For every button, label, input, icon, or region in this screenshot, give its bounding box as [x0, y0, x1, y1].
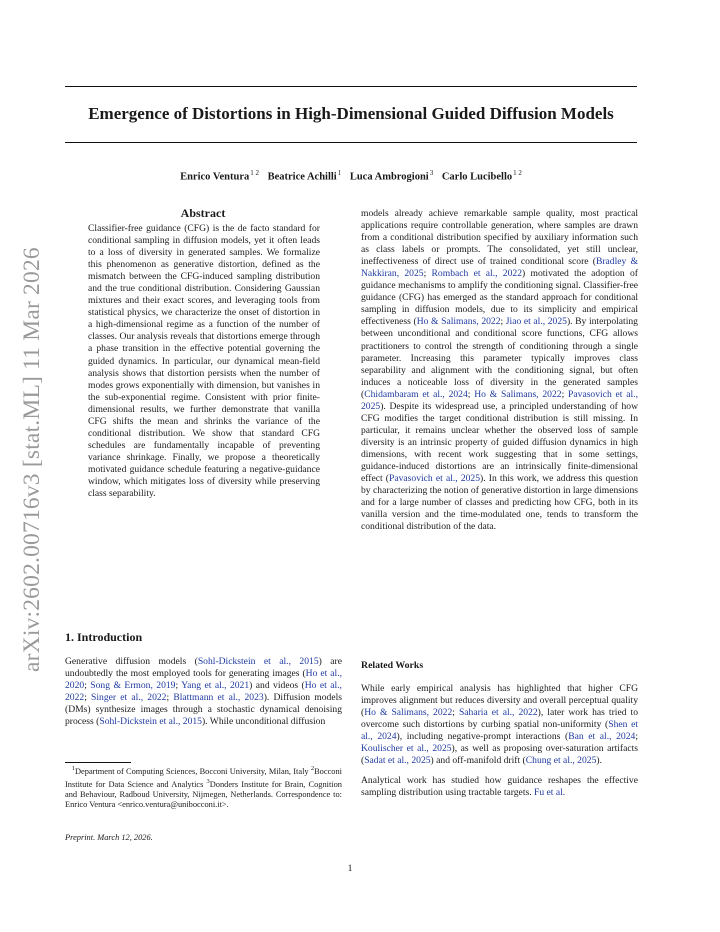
citation-link[interactable]: Ho & Salimans, 2022	[474, 388, 562, 400]
paper-title: Emergence of Distortions in High-Dimensional Guided Diffusion Models	[88, 104, 614, 123]
top-rule	[65, 86, 637, 87]
citation-link[interactable]: Ho et al., 2020	[65, 668, 342, 692]
citation-link[interactable]: Pavasovich et al., 2025	[361, 388, 638, 412]
intro-paragraph: Generative diffusion models (Sohl-Dickstein et al., 2015) are undoubtedly the most employed tools for generating images (Ho et al., 2020; Song & Ermon, 2019; Yang et al., 2021) and videos (Ho et al., 2022; Singer et al., 2022; Blattmann et al., 2023). Diffusion models (DMs) synthesize images through a stochastic dynamical denoising process (Sohl-Dickstein et al., 2015). While unconditional diffusion	[65, 656, 342, 728]
citation-link[interactable]: Ho & Salimans, 2022	[416, 316, 501, 328]
citation-link[interactable]: Sohl-Dickstein et al., 2015	[197, 656, 319, 667]
footnote-rule	[65, 762, 131, 763]
citation-link[interactable]: Chung et al., 2025	[525, 755, 597, 767]
section-heading-introduction: 1. Introduction	[65, 630, 143, 644]
author-name: Beatrice Achilli	[267, 171, 337, 183]
page-number: 1	[347, 863, 353, 874]
abstract-text: Classifier-free guidance (CFG) is the de facto standard for conditional sampling in diffusion models, yet it often leads to a loss of diversity in generated samples. We formalize this phenomenon as generative distortion, defined as the mismatch between the CFG-induced sampling distribution and the true conditional distribution. Considering Gaussian mixtures and their exact scores, and leveraging tools from statistical physics, we characterize the onset of distortion in a high-dimensional regime as a function of the number of classes. Our analysis reveals that distortions emerge through a phase transition in the effective potential governing the guided dynamics. In particular, our dynamical mean-field analysis shows that distortion persists when the number of modes grows exponentially with dimension, but vanishes in the sub-exponential regime. Consistent with prior finite-dimensional results, we further demonstrate that vanilla CFG shifts the mean and shrinks the variance of the conditional distribution. We show that standard CFG schedules are fundamentally incapable of preventing variance shrinkage. Finally, we propose a theoretically motivated guidance schedule featuring a negative-guidance window, which mitigates loss of diversity while preserving class separability.	[88, 223, 320, 500]
citation-link[interactable]: Bradley & Nakkiran, 2025	[361, 256, 638, 280]
citation-link[interactable]: Fu et al.	[534, 787, 566, 799]
abstract-heading: Abstract	[180, 206, 226, 220]
citation-link[interactable]: Ho et al., 2022	[65, 680, 342, 704]
preprint-date: Preprint. March 12, 2026.	[65, 833, 153, 842]
citation-link[interactable]: Sohl-Dickstein et al., 2015	[99, 716, 202, 728]
citation-link[interactable]: Shen et al., 2024	[361, 719, 638, 743]
author-name: Luca Ambrogioni	[349, 171, 429, 183]
author-list	[65, 166, 637, 185]
intro-paragraph-continued: models already achieve remarkable sample quality, most practical applications require controllable generation, where samples are drawn from a conditional distribution specified by auxiliary information such as class labels or prompts. The consolidated, yet still unclear, ineffectiveness of direct use of trained conditional score (Bradley & Nakkiran, 2025; Rombach et al., 2022) motivated the adoption of guidance mechanisms to amplify the conditioning signal. Classifier-free guidance (CFG) has emerged as the standard approach for conditional sampling in diffusion models, due to its simplicity and empirical effectiveness (Ho & Salimans, 2022; Jiao et al., 2025). By interpolating between unconditional and conditional score functions, CFG allows practitioners to control the strength of conditioning through a single parameter. Increasing this parameter typically improves class separability and alignment with the conditioning signal, but often induces a noticeable loss of diversity in the generated samples (Chidambaram et al., 2024; Ho & Salimans, 2022; Pavasovich et al., 2025). Despite its widespread use, a principled understanding of how CFG modifies the target conditional distribution is still missing. In particular, it remains unclear whether the observed loss of sample diversity is an intrinsic property of guided diffusion dynamics in high dimensions, with recent work suggesting that in some settings, guidance-induced distortions are an intrinsically finite-dimensional effect (Pavasovich et al., 2025). In this work, we address this question by characterizing the notion of generative distortion in large dimensions and for a large number of classes and predicting how CFG, both in its vanilla version and the time-modulated one, tends to transform the conditional distribution of the data.	[361, 208, 638, 533]
author-affiliation: 1 2	[250, 169, 259, 177]
citation-link[interactable]: Pavasovich et al., 2025	[389, 473, 481, 485]
citation-link[interactable]: Yang et al., 2021	[181, 680, 250, 692]
arxiv-stamp: arXiv:2602.00716v3 [stat.ML] 11 Mar 2026	[19, 247, 45, 672]
author-name: Carlo Lucibello	[441, 171, 513, 183]
title-bottom-rule	[65, 142, 637, 143]
author-affiliation: 1 2	[513, 169, 522, 177]
related-works-text: While early empirical analysis has highlighted that higher CFG improves alignment but reduces diversity and overall perceptual quality (Ho & Salimans, 2022; Saharia et al., 2022), later work has tried to overcome such distortions by curbing spatial non-uniformity (Shen et al., 2024), including negative-prompt interactions (Ban et al., 2024; Koulischer et al., 2025), as well as proposing over-saturation artifacts (Sadat et al., 2025) and off-manifold drift (Chung et al., 2025). Analytical work has studied how guidance reshapes the effective sampling distribution using tractable targets. Fu et al.	[361, 683, 639, 799]
citation-link[interactable]: Song & Ermon, 2019	[90, 680, 176, 692]
citation-link[interactable]: Chidambaram et al., 2024	[364, 388, 468, 400]
citation-link[interactable]: Rombach et al., 2022	[431, 268, 522, 280]
citation-link[interactable]: Ban et al., 2024	[568, 731, 636, 743]
citation-link[interactable]: Sadat et al., 2025	[364, 755, 431, 767]
citation-link[interactable]: Koulischer et al., 2025	[361, 743, 452, 755]
citation-link[interactable]: Jiao et al., 2025	[505, 316, 567, 328]
citation-link[interactable]: Saharia et al., 2022	[458, 707, 538, 719]
citation-link[interactable]: Ho & Salimans, 2022	[364, 707, 453, 719]
subsection-heading-related-works: Related Works	[361, 660, 424, 671]
affiliation-footnote: $^1$Department of Computing Sciences, Bocconi University, Milan, Italy $^2$Bocconi Institute for Data Science and Analytics $^3$Donders Institute for Brain, Cognition and Behaviour, Radboud University, Nijmegen, Netherlands. Correspondence to: Enrico Ventura <enrico.ventura@unibocconi.it>.	[65, 765, 343, 810]
author-affiliation: 3	[429, 169, 434, 177]
citation-link[interactable]: Singer et al., 2022	[91, 692, 167, 704]
author-affiliation: 1	[337, 169, 342, 177]
citation-link[interactable]: Blattmann et al., 2023	[173, 692, 264, 704]
author-name: Enrico Ventura	[180, 171, 250, 183]
